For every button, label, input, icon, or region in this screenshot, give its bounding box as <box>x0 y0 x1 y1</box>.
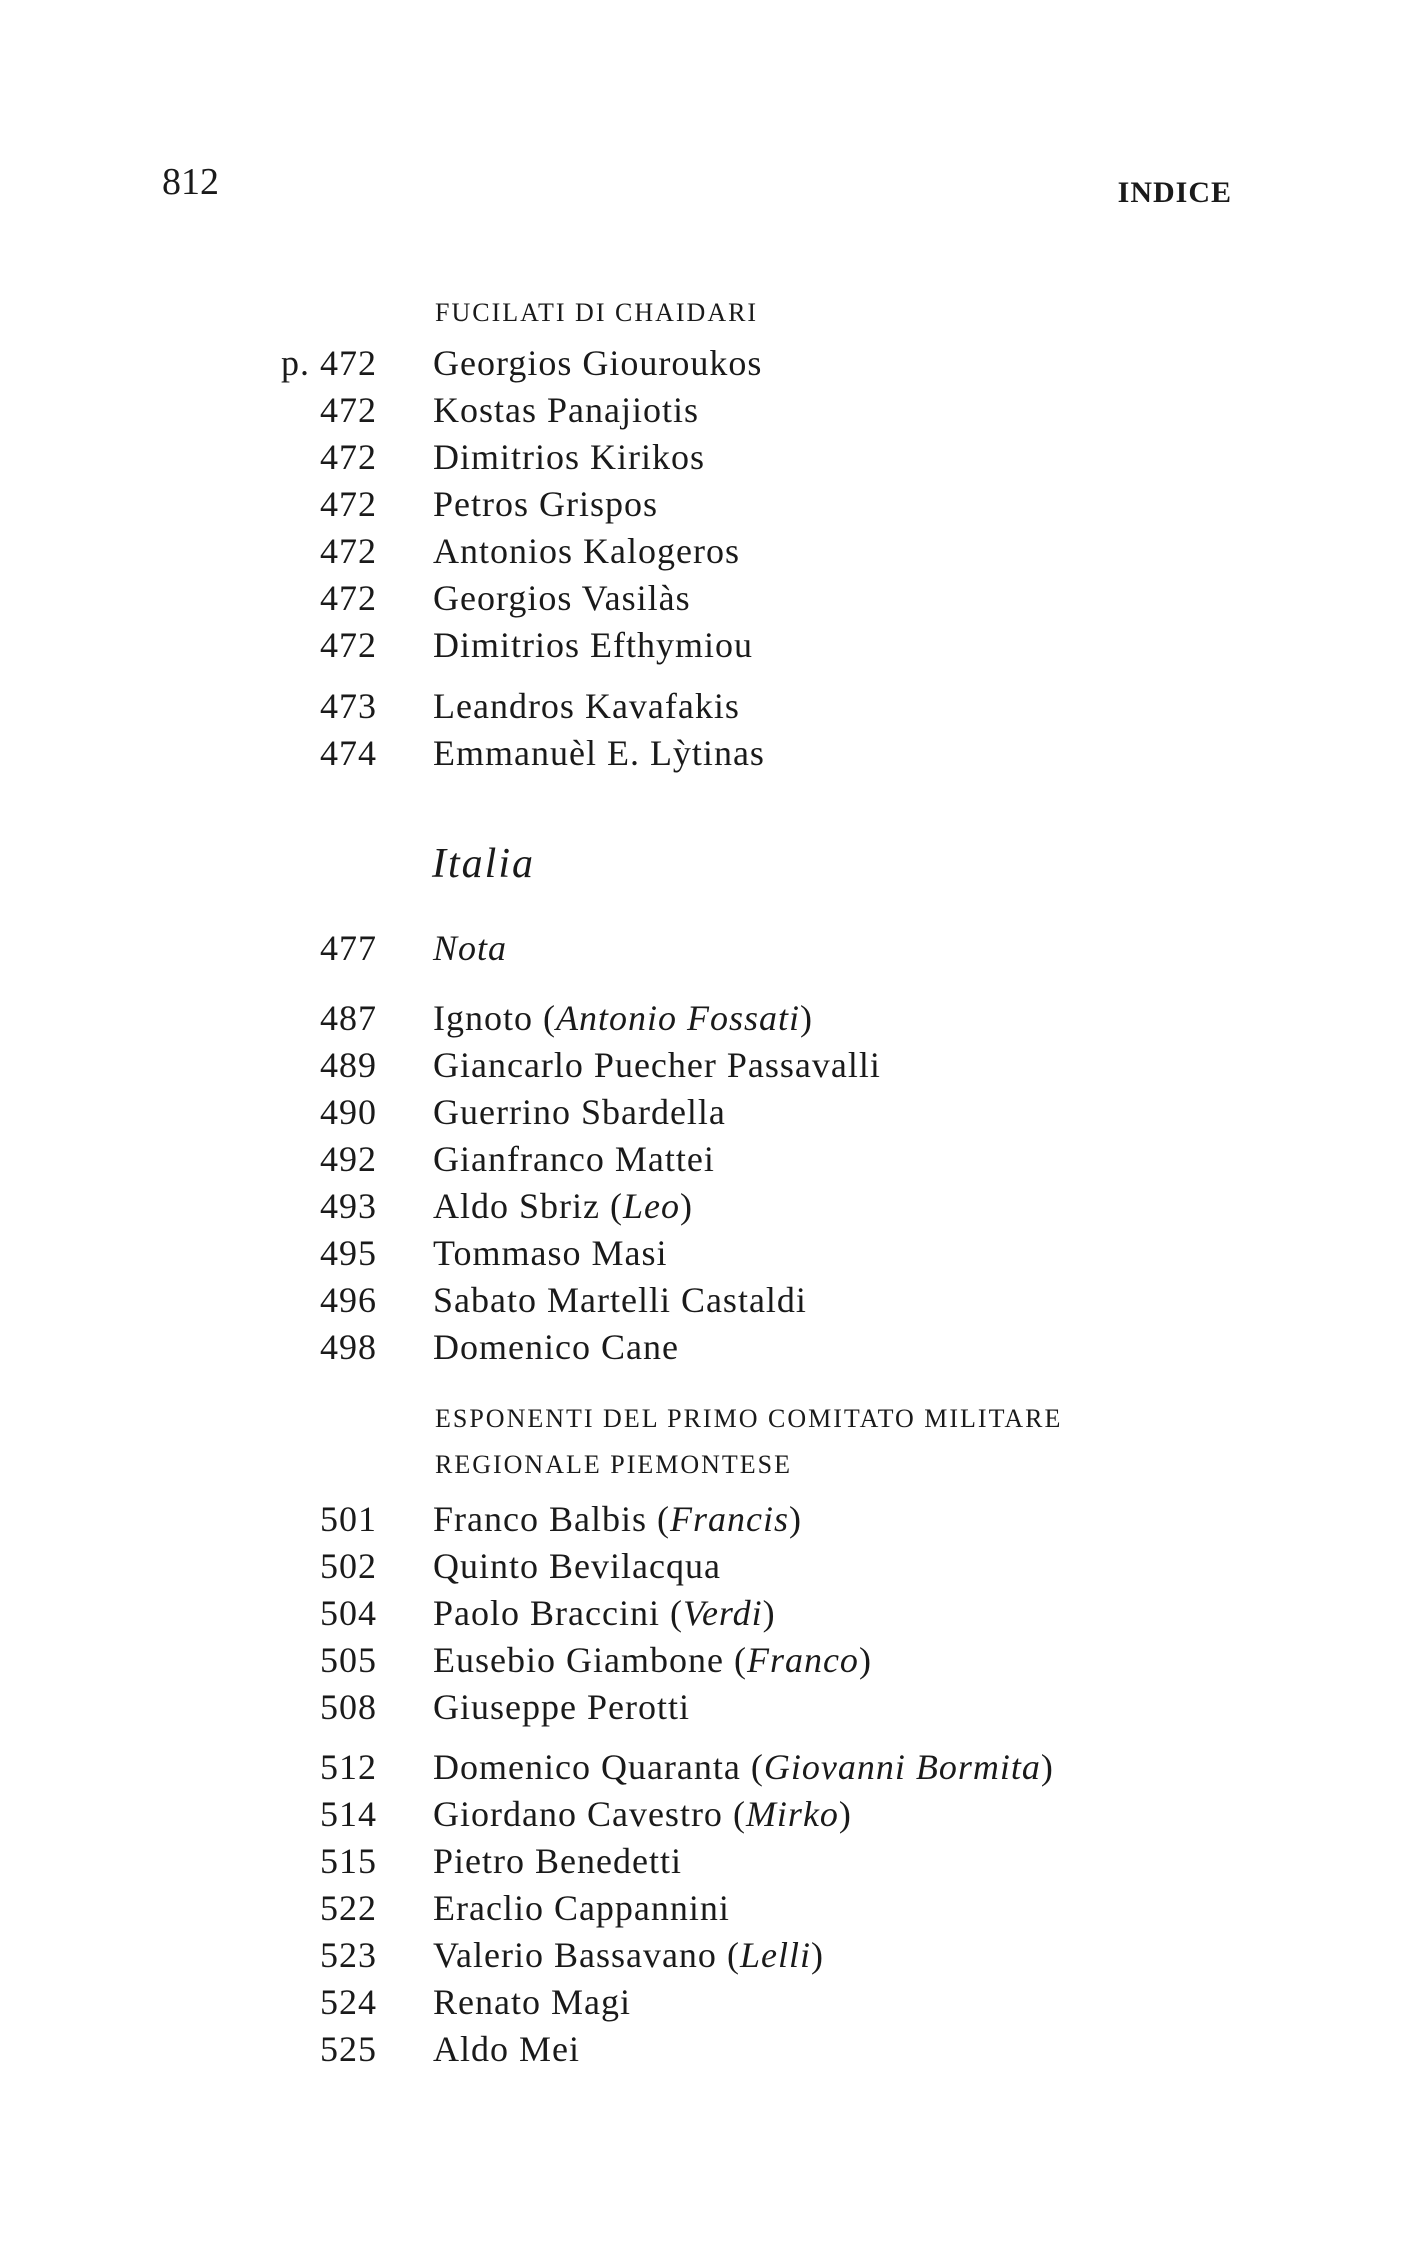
entry-page: 502 <box>320 1546 377 1586</box>
entry-name: Kostas Panajiotis <box>433 390 699 430</box>
entry-name: Valerio Bassavano ( Lelli ) <box>433 1932 824 1979</box>
index-entry <box>0 1136 1402 1183</box>
page-prefix: p. <box>281 343 310 383</box>
index-entry <box>0 1089 1402 1136</box>
index-entry <box>0 1744 1402 1791</box>
entry-alias: ( Giovanni Bormita ) <box>751 1747 1054 1787</box>
entry-page: p. 472 <box>281 343 377 383</box>
entry-page: 493 <box>320 1186 377 1226</box>
index-entry <box>0 1838 1402 1885</box>
index-entry <box>0 1637 1402 1684</box>
index-entry <box>0 1543 1402 1590</box>
entry-page: 477 <box>320 928 377 968</box>
entry-name: Nota <box>433 928 508 968</box>
index-entry <box>0 1324 1402 1371</box>
entry-name: Eusebio Giambone ( Franco ) <box>433 1637 872 1684</box>
entry-alias: ( Leo ) <box>610 1186 693 1226</box>
entry-page: 523 <box>320 1935 377 1975</box>
entry-name: Petros Grispos <box>433 484 659 524</box>
entry-page: 472 <box>320 578 377 618</box>
entry-alias: ( Mirko ) <box>733 1794 852 1834</box>
index-entry <box>0 1042 1402 1089</box>
entry-name: Sabato Martelli Castaldi <box>433 1280 807 1320</box>
index-entry <box>0 1590 1402 1637</box>
entry-page: 474 <box>320 733 377 773</box>
entry-page: 472 <box>320 484 377 524</box>
entry-alias: ( Antonio Fossati ) <box>543 998 813 1038</box>
entry-page: 490 <box>320 1092 377 1132</box>
index-entry <box>0 1932 1402 1979</box>
index-entry <box>0 1684 1402 1731</box>
index-entry <box>0 1496 1402 1543</box>
entry-page: 512 <box>320 1747 377 1787</box>
entry-name: Dimitrios Efthymiou <box>433 625 753 665</box>
entry-alias: ( Franco ) <box>734 1640 872 1680</box>
section-title-italia: Italia <box>432 841 535 887</box>
index-entry <box>0 622 1402 669</box>
index-entry <box>0 1230 1402 1277</box>
index-entry <box>0 995 1402 1042</box>
entry-name: Franco Balbis ( Francis ) <box>433 1496 802 1543</box>
entry-name: Domenico Quaranta ( Giovanni Bormita ) <box>433 1744 1054 1791</box>
entry-page: 504 <box>320 1593 377 1633</box>
entry-name: Eraclio Cappannini <box>433 1888 730 1928</box>
index-entry <box>0 2026 1402 2073</box>
entry-name: Ignoto ( Antonio Fossati ) <box>433 995 813 1042</box>
entry-page: 473 <box>320 686 377 726</box>
index-entry <box>0 340 1402 387</box>
entry-page: 515 <box>320 1841 377 1881</box>
entry-page: 487 <box>320 998 377 1038</box>
entry-page: 524 <box>320 1982 377 2022</box>
entry-page: 472 <box>320 390 377 430</box>
entry-name: Emmanuèl E. Lỳtinas <box>433 733 765 773</box>
index-entry <box>0 1979 1402 2026</box>
index-entry <box>0 1885 1402 1932</box>
entry-page: 505 <box>320 1640 377 1680</box>
entry-name: Domenico Cane <box>433 1327 679 1367</box>
index-entry <box>0 730 1402 777</box>
entry-page: 495 <box>320 1233 377 1273</box>
running-head: INDICE <box>1117 176 1232 209</box>
entry-name: Giuseppe Perotti <box>433 1687 690 1727</box>
entry-page: 492 <box>320 1139 377 1179</box>
entry-page: 501 <box>320 1499 377 1539</box>
page-number: 812 <box>162 161 219 203</box>
index-entry <box>0 575 1402 622</box>
entry-name: Giordano Cavestro ( Mirko ) <box>433 1791 852 1838</box>
entry-page: 514 <box>320 1794 377 1834</box>
entry-name: Paolo Braccini ( Verdi ) <box>433 1590 776 1637</box>
entry-page: 496 <box>320 1280 377 1320</box>
entry-name: Leandros Kavafakis <box>433 686 740 726</box>
index-entry <box>0 434 1402 481</box>
section-heading-chaidari: FUCILATI DI CHAIDARI <box>435 298 759 327</box>
entry-page: 489 <box>320 1045 377 1085</box>
index-entry-nota <box>0 925 1402 972</box>
entry-page: 498 <box>320 1327 377 1367</box>
entry-page: 508 <box>320 1687 377 1727</box>
entry-name: Georgios Giouroukos <box>433 343 763 383</box>
entry-name: Aldo Sbriz ( Leo ) <box>433 1183 693 1230</box>
entry-name: Tommaso Masi <box>433 1233 668 1273</box>
entry-name: Aldo Mei <box>433 2029 580 2069</box>
entry-name: Giancarlo Puecher Passavalli <box>433 1045 881 1085</box>
entry-alias: ( Lelli ) <box>727 1935 824 1975</box>
entry-alias: ( Francis ) <box>657 1499 802 1539</box>
index-entry <box>0 387 1402 434</box>
entry-page: 525 <box>320 2029 377 2069</box>
entry-page: 472 <box>320 625 377 665</box>
index-entry <box>0 481 1402 528</box>
entry-page: 472 <box>320 437 377 477</box>
entry-name: Georgios Vasilàs <box>433 578 691 618</box>
entry-name: Gianfranco Mattei <box>433 1139 715 1179</box>
entry-alias: ( Verdi ) <box>670 1593 776 1633</box>
entry-name: Dimitrios Kirikos <box>433 437 706 477</box>
entry-name: Renato Magi <box>433 1982 631 2022</box>
index-entry <box>0 1183 1402 1230</box>
index-entry <box>0 1277 1402 1324</box>
entry-page: 522 <box>320 1888 377 1928</box>
section-heading-comitato-line2: REGIONALE PIEMONTESE <box>435 1450 793 1479</box>
index-entry <box>0 528 1402 575</box>
index-entry <box>0 683 1402 730</box>
entry-name: Pietro Benedetti <box>433 1841 682 1881</box>
index-entry <box>0 1791 1402 1838</box>
section-heading-comitato-line1: ESPONENTI DEL PRIMO COMITATO MILITARE <box>435 1404 1063 1433</box>
entry-name: Guerrino Sbardella <box>433 1092 726 1132</box>
entry-name: Quinto Bevilacqua <box>433 1546 721 1586</box>
entry-name: Antonios Kalogeros <box>433 531 740 571</box>
entry-page: 472 <box>320 531 377 571</box>
